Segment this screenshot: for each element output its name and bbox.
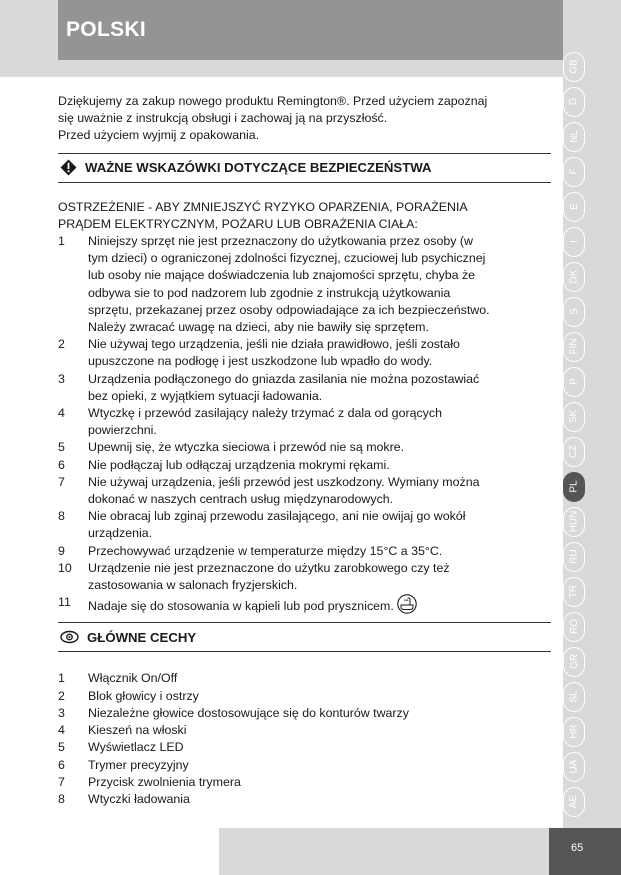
intro-line: Przed użyciem wyjmij z opakowania. xyxy=(58,128,260,143)
language-tab-sl[interactable] xyxy=(563,682,585,712)
item-text: Niezależne głowice dostosowujące się do konturów twarzy xyxy=(88,705,409,720)
item-text: Włącznik On/Off xyxy=(88,671,178,686)
item-line-text: tym dzieci) o ograniczonej zdolności fizycznej, czuciowej lub psychicznej xyxy=(88,251,486,266)
feature-item xyxy=(58,722,551,739)
language-tab-label: GB xyxy=(568,59,580,74)
language-tab-label: DK xyxy=(568,269,580,284)
item-line xyxy=(88,233,551,250)
language-tab-cz[interactable] xyxy=(563,437,585,467)
language-tab-s[interactable] xyxy=(563,297,585,327)
warning-line: OSTRZEŻENIE - ABY ZMNIEJSZYĆ RYZYKO OPARZENIA, PORAŻENIA xyxy=(58,199,468,214)
language-tab-gr[interactable] xyxy=(563,647,585,677)
language-tab-label: RO xyxy=(568,619,580,635)
item-line-text: Urządzenia podłączonego do gniazda zasilania nie można pozostawiać xyxy=(88,371,480,386)
item-line-text: Wtyczkę i przewód zasilający należy trzymać z dala od gorących xyxy=(88,406,442,421)
language-tab-ae[interactable] xyxy=(563,787,585,817)
page-title: POLSKI xyxy=(66,18,146,41)
language-sidebar xyxy=(563,0,621,875)
features-heading-text: GŁÓWNE CECHY xyxy=(87,629,197,645)
language-tab-tr[interactable] xyxy=(563,577,585,607)
item-line xyxy=(88,302,551,319)
item-line xyxy=(88,422,551,439)
safety-item xyxy=(58,508,551,542)
language-tab-label: D xyxy=(568,98,580,106)
item-line-text: lub osoby nie mające doświadczenia lub znajomości sprzętu, chyba że xyxy=(88,268,476,283)
language-tab-label: CZ xyxy=(568,445,580,459)
language-tab-label: NL xyxy=(568,130,580,144)
item-line xyxy=(88,491,551,508)
item-number: 8 xyxy=(58,509,65,524)
item-line xyxy=(88,594,551,619)
safety-item xyxy=(58,371,551,405)
item-line-text: odbywa sie to pod nadzorem lub zgodnie z instrukcją użytkowania xyxy=(88,285,451,300)
item-line xyxy=(88,543,551,560)
features-list xyxy=(58,670,551,808)
item-number: 10 xyxy=(58,560,72,575)
item-line-text: Urządzenie nie jest przeznaczone do użytku zarobkowego czy też xyxy=(88,560,450,575)
item-number: 7 xyxy=(58,474,65,489)
features-heading xyxy=(58,622,551,652)
main-content xyxy=(58,93,551,808)
page-number-box xyxy=(549,828,621,875)
item-line-text: bez opieki, z wyjątkiem sytuacji ładowania. xyxy=(88,388,323,403)
language-tab-label: I xyxy=(568,240,580,244)
item-number: 4 xyxy=(58,406,65,421)
feature-item xyxy=(58,774,551,791)
safety-item xyxy=(58,336,551,370)
item-text: Trymer precyzyjny xyxy=(88,757,189,772)
item-text: Wyświetlacz LED xyxy=(88,740,184,755)
language-tab-sk[interactable] xyxy=(563,402,585,432)
language-tab-label: SL xyxy=(568,690,580,703)
language-tab-d[interactable] xyxy=(563,87,585,117)
safety-item xyxy=(58,405,551,439)
language-tab-hr[interactable] xyxy=(563,717,585,747)
item-number: 3 xyxy=(58,705,65,720)
feature-item xyxy=(58,705,551,722)
item-number: 1 xyxy=(58,234,65,249)
item-line xyxy=(88,474,551,491)
item-line xyxy=(88,508,551,525)
language-tab-ru[interactable] xyxy=(563,542,585,572)
item-number: 7 xyxy=(58,774,65,789)
item-number: 8 xyxy=(58,791,65,806)
language-tab-label: HUN xyxy=(568,510,580,533)
item-line-text: Upewnij się, że wtyczka sieciowa i przewód nie są mokre. xyxy=(88,440,405,455)
item-line-text: Nie obracaj lub zginaj przewodu zasilającego, ani nie owijaj go wokół xyxy=(88,509,466,524)
intro-line: się uważnie z instrukcją obsługi i zachowaj ją na przyszłość. xyxy=(58,111,388,126)
item-number: 6 xyxy=(58,457,65,472)
safety-item xyxy=(58,543,551,560)
feature-item xyxy=(58,791,551,808)
item-line-text: Nadaje się do stosowania w kąpieli lub pod prysznicem. xyxy=(88,599,394,614)
item-number: 2 xyxy=(58,688,65,703)
item-line xyxy=(88,405,551,422)
header-box xyxy=(58,0,563,60)
language-tab-label: FIN xyxy=(568,338,580,355)
item-line-text: sprzętu, przekazanej przez osoby odpowiadające za ich bezpieczeństwo. xyxy=(88,302,490,317)
item-text xyxy=(88,457,551,474)
item-line xyxy=(88,439,551,456)
item-number: 3 xyxy=(58,371,65,386)
item-text xyxy=(88,474,551,508)
item-number: 11 xyxy=(58,595,71,610)
safety-item xyxy=(58,439,551,456)
page-number: 65 xyxy=(571,842,584,854)
language-tab-nl[interactable] xyxy=(563,122,585,152)
item-line-text: Niniejszy sprzęt nie jest przeznaczony do użytkowania przez osoby (w xyxy=(88,234,473,249)
feature-item xyxy=(58,757,551,774)
language-tab-f[interactable] xyxy=(563,157,585,187)
feature-item xyxy=(58,739,551,756)
item-line-text: urządzenia. xyxy=(88,526,153,541)
item-number: 1 xyxy=(58,671,65,686)
footer-box xyxy=(219,828,549,875)
item-line-text: zastosowania w salonach fryzjerskich. xyxy=(88,578,298,593)
eye-icon xyxy=(60,630,79,644)
language-tab-label: HR xyxy=(568,724,580,739)
item-number: 4 xyxy=(58,723,65,738)
item-text xyxy=(88,439,551,456)
item-number: 5 xyxy=(58,440,65,455)
item-text xyxy=(88,560,551,594)
safety-item xyxy=(58,474,551,508)
language-tab-label: TR xyxy=(568,585,580,599)
item-line xyxy=(88,250,551,267)
safety-item xyxy=(58,560,551,594)
safety-item xyxy=(58,457,551,474)
item-text xyxy=(88,233,551,336)
language-tab-dk[interactable] xyxy=(563,262,585,292)
item-line xyxy=(88,525,551,542)
language-tab-ua[interactable] xyxy=(563,752,585,782)
item-line-text: Nie używaj tego urządzenia, jeśli nie działa prawidłowo, jeśli zostało xyxy=(88,337,460,352)
item-line xyxy=(88,371,551,388)
item-line xyxy=(88,267,551,284)
language-tab-label: S xyxy=(568,308,580,316)
item-line xyxy=(88,319,551,336)
item-text: Blok głowicy i ostrzy xyxy=(88,688,199,703)
item-number: 2 xyxy=(58,337,65,352)
item-number: 6 xyxy=(58,757,65,772)
item-number: 5 xyxy=(58,740,65,755)
warning-line: PRĄDEM ELEKTRYCZNYM, POŻARU LUB OBRAŻENIA CIAŁA: xyxy=(58,216,418,231)
language-tab-label: F xyxy=(568,168,580,175)
item-line-text: upuszczone na podłogę i jest uszkodzone lub wpadło do wody. xyxy=(88,354,433,369)
language-tab-label: UA xyxy=(568,759,580,774)
intro-line: Dziękujemy za zakup nowego produktu Remington®. Przed użyciem zapoznaj xyxy=(58,94,488,108)
language-tab-label: E xyxy=(568,203,580,211)
warning-icon xyxy=(60,159,77,176)
item-text xyxy=(88,405,551,439)
item-number: 9 xyxy=(58,543,65,558)
language-tabs xyxy=(563,52,587,822)
item-line-text: dokonać w naszych centrach usług międzynarodowych. xyxy=(88,492,394,507)
item-line-text: powierzchni. xyxy=(88,423,157,438)
language-tab-e[interactable] xyxy=(563,192,585,222)
language-tab-pl[interactable] xyxy=(563,472,585,502)
feature-item xyxy=(58,688,551,705)
feature-item xyxy=(58,670,551,687)
language-tab-label: P xyxy=(568,378,580,386)
item-text: Przycisk zwolnienia trymera xyxy=(88,774,241,789)
item-text xyxy=(88,371,551,405)
safety-item xyxy=(58,233,551,336)
item-line xyxy=(88,336,551,353)
item-line xyxy=(88,388,551,405)
item-text xyxy=(88,336,551,370)
language-tab-label: RU xyxy=(568,549,580,564)
language-tab-p[interactable] xyxy=(563,367,585,397)
language-tab-hun[interactable] xyxy=(563,507,585,537)
language-tab-i[interactable] xyxy=(563,227,585,257)
language-tab-label: SK xyxy=(568,410,580,424)
safety-heading-text: WAŻNE WSKAZÓWKI DOTYCZĄCE BEZPIECZEŃSTWA xyxy=(85,160,432,175)
language-tab-label: PL xyxy=(568,480,580,493)
language-tab-gb[interactable] xyxy=(563,52,585,82)
item-line-text: Przechowywać urządzenie w temperaturze między 15°C a 35°C. xyxy=(88,543,443,558)
bath-shower-icon xyxy=(397,594,417,619)
item-line xyxy=(88,285,551,302)
language-tab-ro[interactable] xyxy=(563,612,585,642)
item-text xyxy=(88,543,551,560)
language-tab-label: GR xyxy=(568,654,580,670)
item-text: Wtyczki ładowania xyxy=(88,791,190,806)
item-text xyxy=(88,594,551,619)
language-tab-fin[interactable] xyxy=(563,332,585,362)
safety-list xyxy=(58,233,551,619)
item-line-text: Należy zwracać uwagę na dzieci, aby nie bawiły się sprzętem. xyxy=(88,320,429,335)
item-line xyxy=(88,353,551,370)
safety-item xyxy=(58,594,551,619)
item-line xyxy=(88,560,551,577)
item-line-text: Nie używaj urządzenia, jeśli przewód jest uszkodzony. Wymiany można xyxy=(88,474,480,489)
item-line xyxy=(88,457,551,474)
item-text: Kieszeń na włoski xyxy=(88,723,187,738)
item-text xyxy=(88,508,551,542)
safety-heading xyxy=(58,153,551,183)
language-tab-label: AE xyxy=(568,795,580,809)
item-line-text: Nie podłączaj lub odłączaj urządzenia mokrymi rękami. xyxy=(88,457,390,472)
item-line xyxy=(88,577,551,594)
